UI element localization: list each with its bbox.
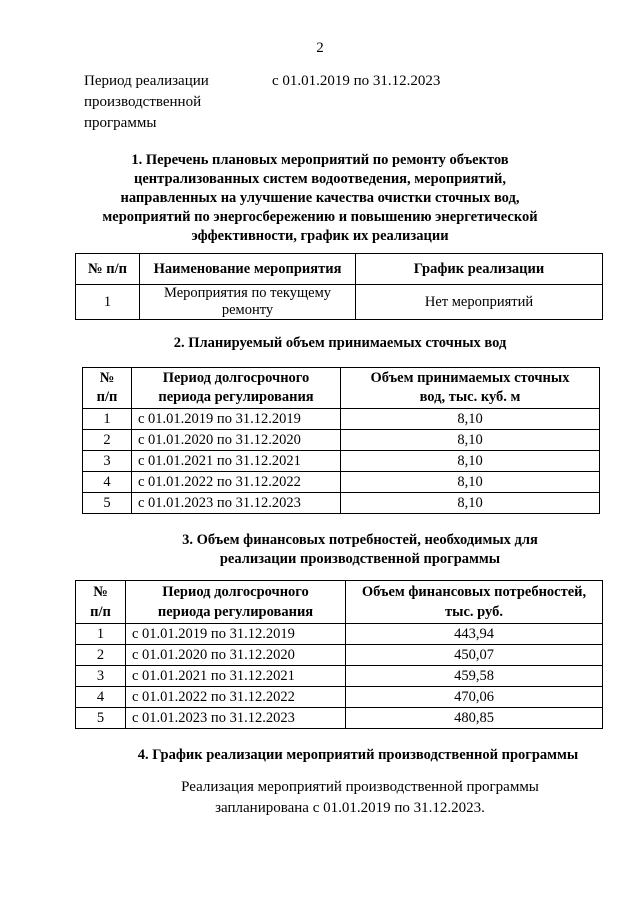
section4-text-line: Реализация мероприятий производственной программы [181, 779, 539, 795]
row-number: 2 [76, 645, 126, 666]
row-volume: 8,10 [341, 451, 600, 472]
header-amount-line: Объем финансовых потребностей, [361, 584, 587, 600]
section4-title [38, 746, 640, 765]
header-period [132, 368, 341, 409]
row-period: с 01.01.2020 по 31.12.2020 [132, 430, 341, 451]
period-label-line: программы [84, 115, 157, 131]
section3-title-line: 3. Объем финансовых потребностей, необходимых для [182, 532, 538, 548]
period-value: с 01.01.2019 по 31.12.2023 [272, 73, 441, 89]
section1-title-line: эффективности, график их реализации [191, 228, 449, 244]
row-period: с 01.01.2022 по 31.12.2022 [126, 687, 346, 708]
header-schedule: График реализации [356, 254, 603, 285]
header-number [83, 368, 132, 409]
row-amount: 443,94 [346, 624, 603, 645]
section1-title-line: централизованных систем водоотведения, мероприятий, [134, 171, 506, 187]
section4-text-line: запланирована с 01.01.2019 по 31.12.2023. [215, 800, 485, 816]
row-period: с 01.01.2021 по 31.12.2021 [132, 451, 341, 472]
row-number: 1 [76, 285, 140, 320]
header-number-line: п/п [96, 389, 118, 405]
row-number: 4 [83, 472, 132, 493]
header-volume-line: Объем принимаемых сточных [370, 370, 570, 386]
table-row [83, 493, 600, 514]
row-number: 1 [83, 409, 132, 430]
header-period [126, 581, 346, 624]
table-row [76, 285, 603, 320]
header-measure-name: Наименование мероприятия [140, 254, 356, 285]
section1-title-line: мероприятий по энергосбережению и повышению энергетической [102, 209, 538, 225]
page-number: 2 [316, 40, 324, 56]
header-period-line: Период долгосрочного [162, 584, 309, 600]
header-number-line: № [93, 584, 108, 600]
row-number: 1 [76, 624, 126, 645]
section2-title [10, 334, 640, 353]
period-label-line: Период реализации [84, 73, 209, 89]
row-period: с 01.01.2022 по 31.12.2022 [132, 472, 341, 493]
row-schedule: Нет мероприятий [356, 285, 603, 320]
header-number-line: п/п [90, 604, 111, 620]
row-period: с 01.01.2019 по 31.12.2019 [132, 409, 341, 430]
header-period-line: Период долгосрочного [162, 370, 310, 386]
header-number: № п/п [76, 254, 140, 285]
section3-title-line: реализации производственной программы [219, 551, 501, 567]
measures-table [75, 253, 603, 320]
row-volume: 8,10 [341, 430, 600, 451]
row-measure-name: Мероприятия по текущему ремонту [140, 285, 356, 320]
section1-title-line: направленных на улучшение качества очистки сточных вод, [120, 190, 520, 206]
section1-title [30, 151, 610, 246]
header-period-line: периода регулирования [158, 389, 314, 405]
table-header-row [76, 254, 603, 285]
table-row [83, 451, 600, 472]
table-header-row [83, 368, 600, 409]
header-number-line: № [99, 370, 115, 386]
row-volume: 8,10 [341, 472, 600, 493]
wastewater-volume-table [82, 367, 600, 514]
table-row [76, 624, 603, 645]
table-row [83, 472, 600, 493]
row-number: 3 [83, 451, 132, 472]
table-row [83, 430, 600, 451]
row-period: с 01.01.2023 по 31.12.2023 [132, 493, 341, 514]
row-number: 4 [76, 687, 126, 708]
row-amount: 450,07 [346, 645, 603, 666]
section1-title-line: 1. Перечень плановых мероприятий по ремонту объектов [131, 152, 509, 168]
header-amount [346, 581, 603, 624]
table-row [76, 645, 603, 666]
row-amount: 470,06 [346, 687, 603, 708]
row-volume: 8,10 [341, 493, 600, 514]
financial-needs-table [75, 580, 603, 729]
section4-title-line: 4. График реализации мероприятий производственной программы [137, 747, 579, 763]
row-number: 2 [83, 430, 132, 451]
row-number: 5 [76, 708, 126, 729]
table-row [76, 708, 603, 729]
row-period: с 01.01.2021 по 31.12.2021 [126, 666, 346, 687]
section4-text [0, 777, 640, 819]
row-amount: 459,58 [346, 666, 603, 687]
row-number: 5 [83, 493, 132, 514]
row-volume: 8,10 [341, 409, 600, 430]
table-row [76, 666, 603, 687]
section3-title [40, 531, 640, 569]
table-row [76, 687, 603, 708]
row-period: с 01.01.2020 по 31.12.2020 [126, 645, 346, 666]
header-volume-line: вод, тыс. куб. м [419, 389, 521, 405]
header-number [76, 581, 126, 624]
row-amount: 480,85 [346, 708, 603, 729]
row-period: с 01.01.2023 по 31.12.2023 [126, 708, 346, 729]
header-volume [341, 368, 600, 409]
row-period: с 01.01.2019 по 31.12.2019 [126, 624, 346, 645]
table-row [83, 409, 600, 430]
header-period-line: периода регулирования [157, 604, 314, 620]
table-header-row [76, 581, 603, 624]
section2-title-line: 2. Планируемый объем принимаемых сточных вод [173, 335, 507, 351]
header-amount-line: тыс. руб. [445, 604, 503, 620]
period-label [84, 71, 254, 134]
period-label-line: производственной [84, 94, 202, 110]
row-number: 3 [76, 666, 126, 687]
